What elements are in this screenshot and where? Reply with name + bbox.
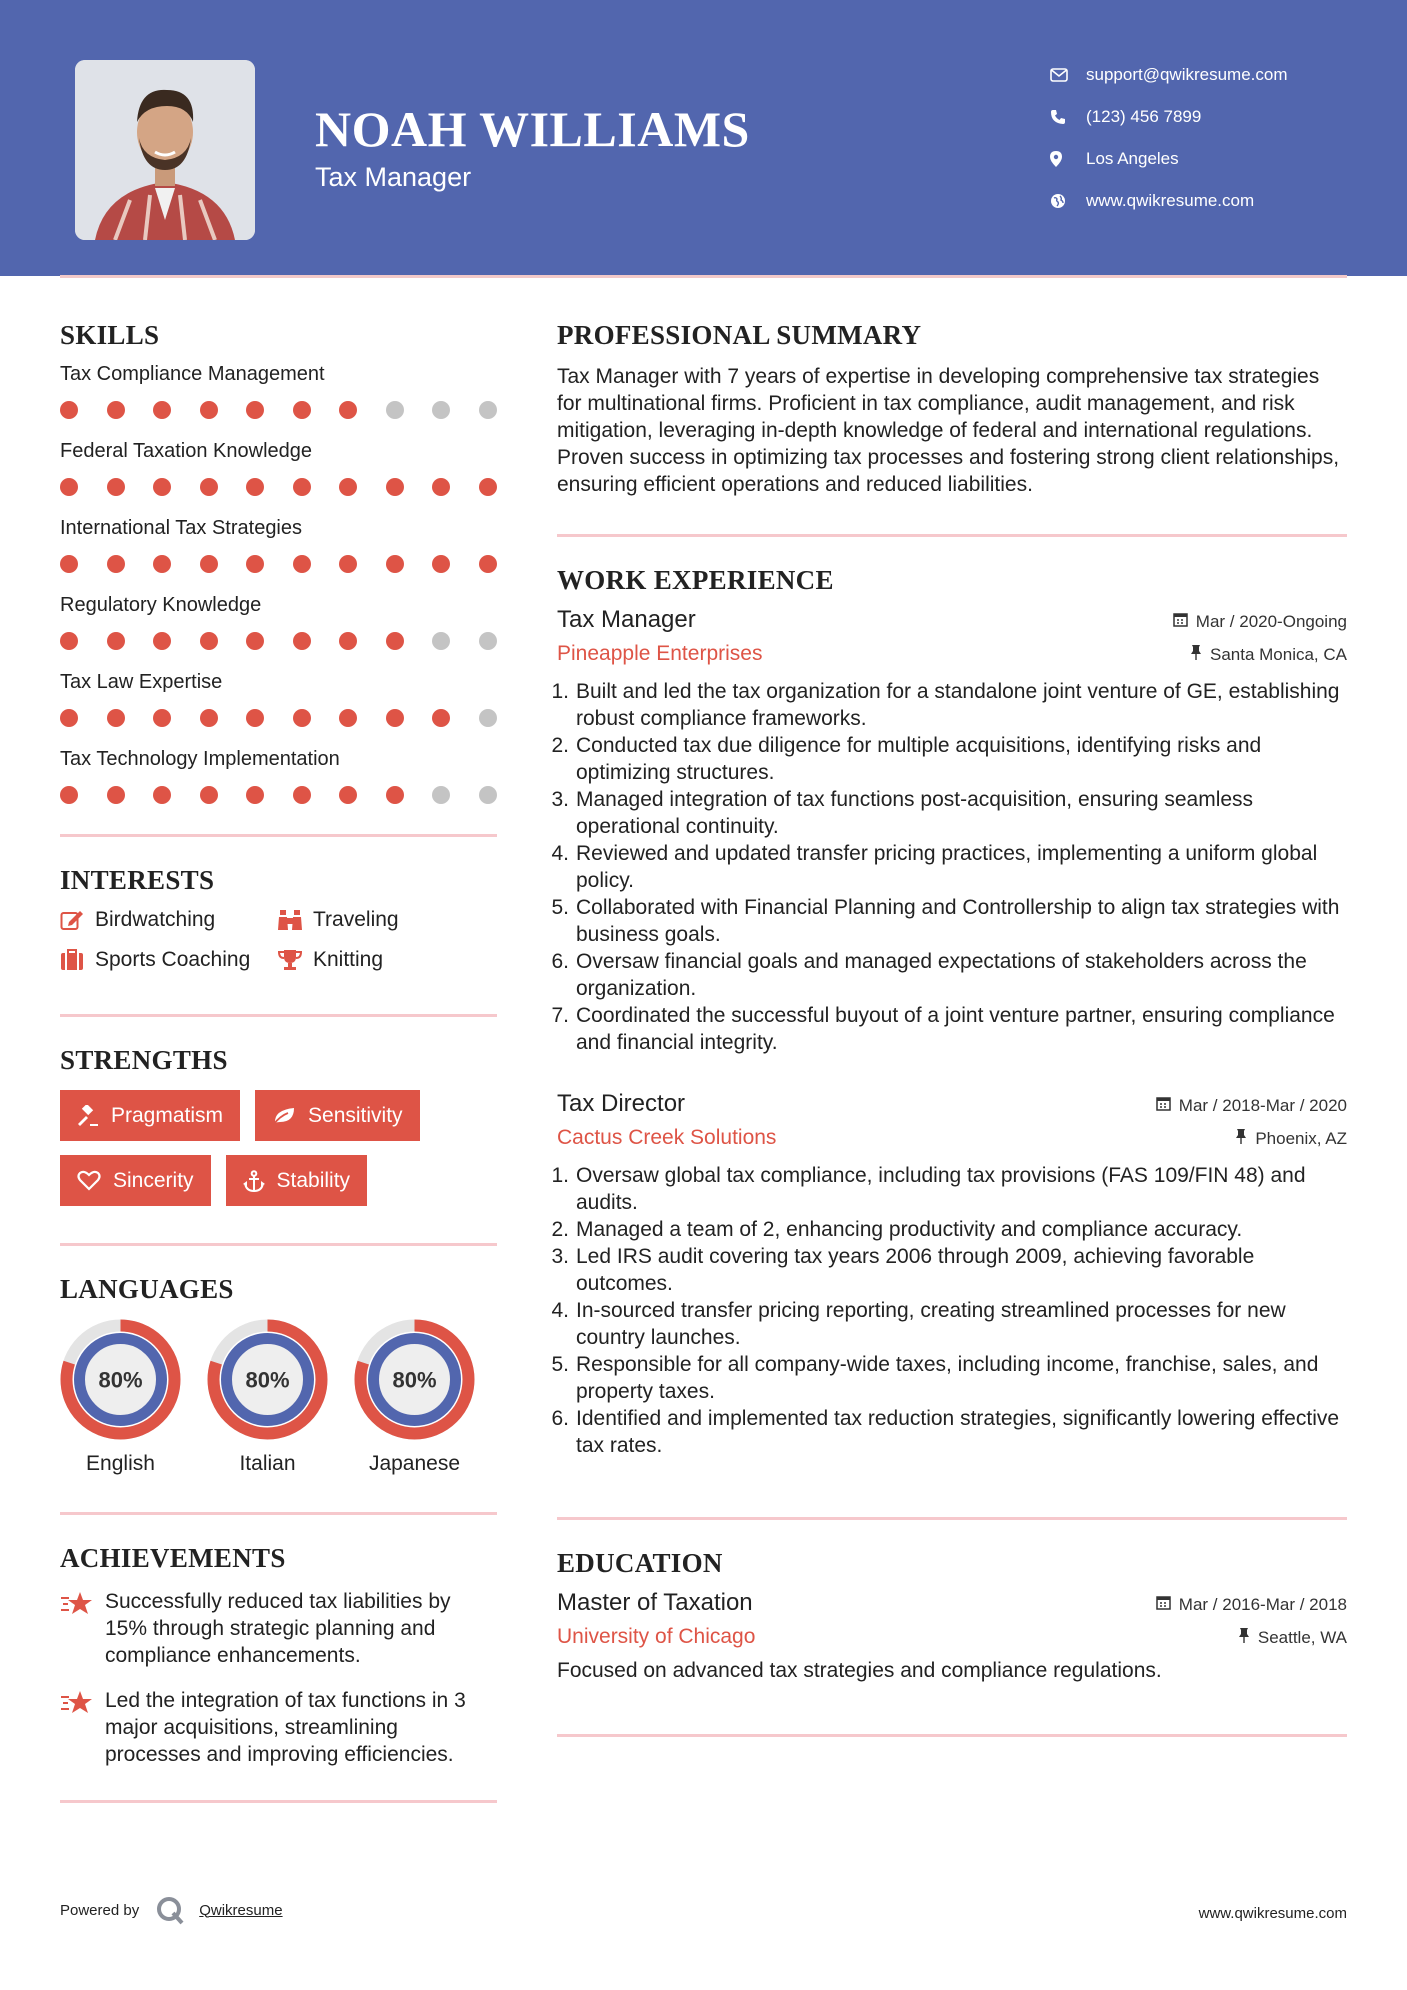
rating-dot-filled [293,709,311,727]
skill-rating [60,785,497,805]
job-bullet [551,1216,1347,1243]
contact-list [1050,54,1370,222]
footer-powered-by [60,1895,283,1925]
section-divider [60,1243,497,1246]
rating-dot-filled [107,632,125,650]
rating-dot-filled [107,709,125,727]
skill-item [60,363,497,420]
bullet-text: Responsible for all company-wide taxes, including income, franchise, sales, and property taxes. [576,1353,1319,1403]
contact-email-text: support@qwikresume.com [1086,65,1288,84]
education-degree: Master of Taxation [557,1589,753,1616]
interest-item [278,908,497,932]
bullet-number: 3. [551,788,569,811]
skill-item [60,440,497,497]
language-gauge [354,1319,475,1440]
rating-dot-filled [293,478,311,496]
bullet-number: 3. [551,1245,569,1268]
rating-dot-filled [107,786,125,804]
person-avatar-icon [75,60,255,240]
rating-dot-filled [246,478,264,496]
education-school: University of Chicago [557,1625,756,1648]
contact-phone-text: (123) 456 7899 [1086,107,1202,126]
skill-name: Federal Taxation Knowledge [60,440,313,462]
rating-dot-empty [479,401,497,419]
strength-badge [255,1090,420,1141]
bullet-number: 6. [551,1407,569,1430]
skills-heading: SKILLS [60,320,160,350]
education-entry [557,1589,1347,1684]
skill-name: Tax Technology Implementation [60,748,340,770]
rating-dot-filled [432,555,450,573]
rating-dot-empty [386,401,404,419]
skill-item [60,594,497,651]
rating-dot-filled [293,555,311,573]
rating-dot-empty [432,786,450,804]
contact-website-text: www.qwikresume.com [1086,191,1255,210]
job-location: Phoenix, AZ [1255,1128,1347,1148]
interests-list [60,908,497,972]
job-title: Tax Manager [557,606,696,633]
education-date: Mar / 2016-Mar / 2018 [1178,1595,1347,1614]
bullet-text: Reviewed and updated transfer pricing practices, implementing a uniform global policy. [576,842,1318,892]
language-percent: 80% [392,1367,437,1393]
bullet-text: Led IRS audit covering tax years 2006 through 2009, achieving favorable outcomes. [576,1245,1255,1295]
strength-label: Pragmatism [111,1103,224,1127]
rating-dot-filled [153,709,171,727]
summary-heading: PROFESSIONAL SUMMARY [557,320,922,350]
job-company: Pineapple Enterprises [557,642,763,665]
pushpin-icon [1238,1627,1250,1648]
anchor-icon [243,1170,265,1192]
powered-by-label: Powered by [60,1901,140,1919]
skill-name: International Tax Strategies [60,517,303,539]
strength-badge [226,1155,368,1206]
skill-name: Tax Compliance Management [60,363,325,385]
job-bullet [551,1405,1347,1459]
skill-item [60,517,497,574]
rating-dot-filled [339,401,357,419]
interest-label: Sports Coaching [95,948,251,971]
job-date: Mar / 2018-Mar / 2020 [1178,1096,1347,1115]
rating-dot-filled [479,555,497,573]
bullet-number: 4. [551,842,569,865]
language-item [60,1319,181,1476]
rating-dot-filled [200,632,218,650]
location-pin-icon [1050,151,1086,167]
interest-item [278,948,497,972]
strengths-heading: STRENGTHS [60,1045,228,1075]
achievement-text: Successfully reduced tax liabilities by 15% through strategic planning and compliance enhancements. [105,1590,451,1667]
skill-item [60,671,497,728]
skill-name: Tax Law Expertise [60,671,223,693]
rating-dot-filled [339,632,357,650]
gavel-icon [77,1105,99,1127]
interest-label: Birdwatching [95,908,216,931]
globe-icon [1050,193,1086,209]
pencil-square-icon [60,909,95,931]
bullet-text: Built and led the tax organization for a standalone joint venture of GE, establishing robust compliance frameworks. [576,680,1340,730]
trophy-icon [278,949,313,971]
job-date: Mar / 2020-Ongoing [1195,612,1347,631]
language-percent: 80% [98,1367,143,1393]
section-divider [557,1734,1347,1737]
phone-icon [1050,109,1086,125]
rating-dot-filled [107,555,125,573]
bullet-number: 1. [551,680,569,703]
contact-location [1050,138,1370,180]
rating-dot-filled [153,632,171,650]
skill-rating [60,477,497,497]
rating-dot-filled [107,478,125,496]
rating-dot-filled [60,632,78,650]
bullet-text: Managed a team of 2, enhancing productivity and compliance accuracy. [576,1218,1243,1241]
skill-name: Regulatory Knowledge [60,594,262,616]
bullet-number: 2. [551,1218,569,1241]
interest-item [60,948,278,972]
bullet-number: 4. [551,1299,569,1322]
job-bullet [551,1002,1347,1056]
job-bullet [551,786,1347,840]
rating-dot-filled [246,786,264,804]
calendar-icon [1156,1096,1171,1116]
heart-icon [77,1170,101,1191]
contact-location-text: Los Angeles [1086,149,1179,168]
rating-dot-filled [200,401,218,419]
rating-dot-filled [153,478,171,496]
job-bullet [551,1351,1347,1405]
rating-dot-filled [386,632,404,650]
section-divider [557,1517,1347,1520]
job-bullets [551,1162,1347,1459]
bullet-text: Oversaw financial goals and managed expectations of stakeholders across the organization. [576,950,1307,1000]
rating-dot-empty [432,401,450,419]
education-description: Focused on advanced tax strategies and compliance regulations. [557,1659,1162,1682]
skill-rating [60,631,497,651]
rating-dot-filled [246,555,264,573]
header-divider [60,275,1347,278]
strength-label: Stability [276,1168,351,1192]
rating-dot-filled [153,401,171,419]
bullet-number: 6. [551,950,569,973]
job-bullet [551,1297,1347,1351]
rating-dot-filled [200,709,218,727]
interest-label: Traveling [313,908,399,931]
bullet-text: Coordinated the successful buyout of a joint venture partner, ensuring compliance and financial integrity. [576,1004,1335,1054]
rating-dot-empty [479,786,497,804]
rating-dot-filled [60,401,78,419]
section-divider [60,1800,497,1803]
bullet-text: Oversaw global tax compliance, including tax provisions (FAS 109/FIN 48) and audits. [576,1164,1306,1214]
footer-website[interactable]: www.qwikresume.com [1198,1905,1347,1922]
rating-dot-filled [293,401,311,419]
job-entry [551,606,1347,1056]
job-bullet [551,894,1347,948]
qwikresume-logo-icon [155,1895,185,1925]
candidate-title: Tax Manager [315,162,472,192]
strength-label: Sensitivity [308,1103,403,1127]
candidate-name: NOAH WILLIAMS [315,101,750,157]
languages-list [60,1319,497,1476]
rating-dot-filled [432,709,450,727]
interest-item [60,908,278,932]
language-percent: 80% [245,1367,290,1393]
interests-heading: INTERESTS [60,865,215,895]
rating-dot-filled [339,555,357,573]
bullet-text: Collaborated with Financial Planning and Controllership to align tax strategies with business goals. [576,896,1340,946]
binoculars-icon [278,909,313,931]
rating-dot-filled [200,786,218,804]
strength-badge [60,1090,240,1141]
rating-dot-filled [339,478,357,496]
rating-dot-filled [60,786,78,804]
bullet-number: 7. [551,1004,569,1027]
rating-dot-filled [200,478,218,496]
strengths-list [60,1090,497,1206]
language-gauge [207,1319,328,1440]
section-divider [557,534,1347,537]
bullet-text: Managed integration of tax functions post-acquisition, ensuring seamless operational continuity. [576,788,1254,838]
star-icon [60,1687,105,1722]
bullet-text: Conducted tax due diligence for multiple acquisitions, identifying risks and optimizing structures. [576,734,1262,784]
achievements-heading: ACHIEVEMENTS [60,1543,286,1573]
bullet-number: 2. [551,734,569,757]
strength-badge [60,1155,211,1206]
bullet-number: 5. [551,1353,569,1376]
rating-dot-filled [339,709,357,727]
job-bullet [551,1243,1347,1297]
language-gauge [60,1319,181,1440]
job-title: Tax Director [557,1090,686,1117]
job-bullet [551,840,1347,894]
skill-rating [60,554,497,574]
job-company: Cactus Creek Solutions [557,1126,777,1149]
skill-rating [60,400,497,420]
achievement-item [60,1588,497,1669]
qwikresume-link[interactable]: Qwikresume [199,1901,283,1919]
rating-dot-filled [246,401,264,419]
job-bullet [551,732,1347,786]
language-name: Italian [239,1452,296,1475]
job-bullet [551,678,1347,732]
left-column [60,320,497,1803]
briefcase-icon [60,949,95,971]
rating-dot-filled [432,478,450,496]
section-divider [60,834,497,837]
skill-item [60,748,497,805]
rating-dot-filled [479,478,497,496]
education-heading: EDUCATION [557,1548,723,1578]
job-location: Santa Monica, CA [1209,644,1347,664]
rating-dot-filled [60,709,78,727]
rating-dot-filled [60,478,78,496]
pushpin-icon [1235,1128,1247,1149]
rating-dot-filled [60,555,78,573]
rating-dot-empty [479,632,497,650]
rating-dot-filled [293,632,311,650]
profile-photo [75,60,255,240]
skills-list [60,363,497,805]
interest-label: Knitting [313,948,384,971]
experience-heading: WORK EXPERIENCE [557,565,834,595]
language-name: Japanese [368,1452,461,1475]
strength-label: Sincerity [113,1168,194,1192]
calendar-icon [1173,612,1188,632]
skill-rating [60,708,497,728]
language-item [354,1319,475,1476]
job-bullet [551,948,1347,1002]
rating-dot-filled [386,786,404,804]
job-bullets [551,678,1347,1056]
languages-heading: LANGUAGES [60,1274,234,1304]
language-item [207,1319,328,1476]
bullet-number: 1. [551,1164,569,1187]
rating-dot-filled [386,478,404,496]
rating-dot-filled [386,555,404,573]
summary-text: Tax Manager with 7 years of expertise in developing comprehensive tax strategies for multinational firms. Proficient in tax compliance, audit management, and risk mitigation, leveraging in-depth knowledge of federal and international regulations. Proven success in optimizing tax processes and fostering strong client relationships, ensuring efficient operations and reduced liabilities. [557,365,1340,496]
job-entry [551,1090,1347,1459]
envelope-icon [1050,68,1086,82]
rating-dot-filled [107,401,125,419]
right-column [551,320,1347,1737]
achievements-list [60,1588,497,1768]
section-divider [60,1014,497,1017]
bullet-number: 5. [551,896,569,919]
contact-email[interactable] [1050,54,1370,96]
pushpin-icon [1190,644,1202,665]
contact-phone[interactable] [1050,96,1370,138]
leaf-icon [272,1106,296,1126]
calendar-icon [1156,1595,1171,1615]
achievement-item [60,1687,497,1768]
achievement-text: Led the integration of tax functions in 3 major acquisitions, streamlining processes and improving efficiencies. [105,1689,466,1766]
language-name: English [86,1452,155,1475]
rating-dot-filled [386,709,404,727]
rating-dot-filled [153,555,171,573]
contact-website[interactable] [1050,180,1370,222]
bullet-text: In-sourced transfer pricing reporting, creating streamlined processes for new country launches. [576,1299,1286,1349]
rating-dot-empty [479,709,497,727]
rating-dot-filled [246,709,264,727]
star-icon [60,1588,105,1623]
rating-dot-filled [339,786,357,804]
rating-dot-filled [246,632,264,650]
bullet-text: Identified and implemented tax reduction strategies, significantly lowering effective tax rates. [576,1407,1340,1457]
job-bullet [551,1162,1347,1216]
rating-dot-filled [293,786,311,804]
education-location: Seattle, WA [1257,1627,1347,1647]
resume-header [0,0,1407,276]
rating-dot-filled [200,555,218,573]
section-divider [60,1512,497,1515]
rating-dot-empty [432,632,450,650]
rating-dot-filled [153,786,171,804]
